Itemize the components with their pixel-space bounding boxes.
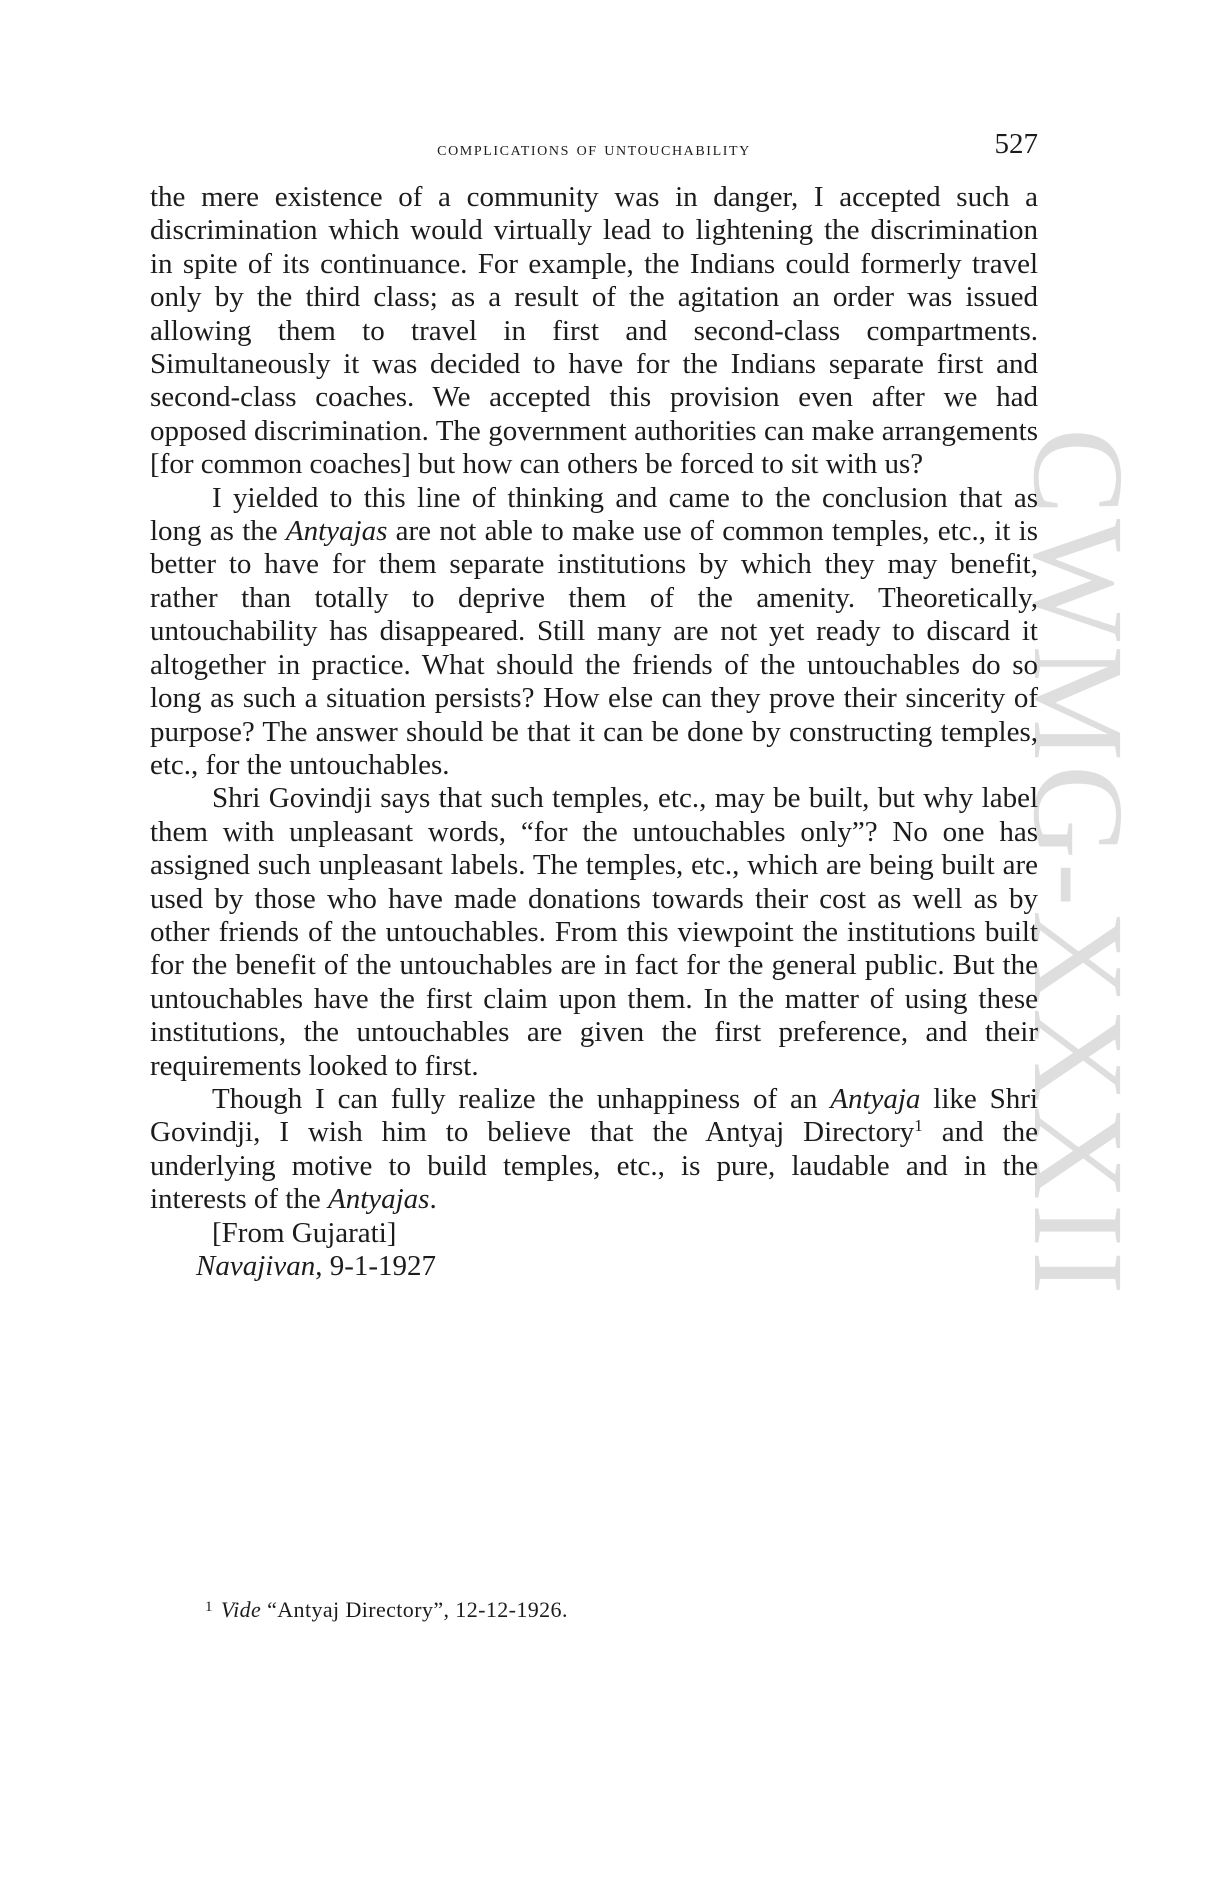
paragraph-4-text-a: Though I can fully realize the unhappiness of an — [212, 1082, 831, 1115]
page-number: 527 — [994, 128, 1038, 160]
footnote — [205, 1597, 568, 1623]
paragraph-3: Shri Govindji says that such temples, etc., may be built, but why label them with unpleasant words, “for the untouchables only”? No one has assigned such unpleasant labels. The temples, etc., which are being built are used by those who have made donations towards their cost as well as by other friends of the untouchables. From this viewpoint the institutions built for the benefit of the untouchables are in fact for the general public. But the untouchables have the first claim upon them. In the matter of using these institutions, the untouchables are given the first preference, and their requirements looked to first. — [150, 782, 1038, 1082]
paragraph-4-text-c: and the underlying motive to build temples, etc., is pure, laudable and in the interests of the — [150, 1116, 1038, 1216]
italic-antyajas-end: Antyajas — [327, 1183, 430, 1216]
body-text — [150, 181, 1038, 1283]
italic-antyajas: Antyajas — [285, 515, 388, 548]
citation — [150, 1250, 1038, 1283]
watermark: CWMG-XXXII — [1006, 428, 1150, 1299]
paragraph-4-text-d: . — [429, 1183, 437, 1216]
citation-date: , 9-1-1927 — [315, 1250, 437, 1282]
footnote-text: “Antyaj Directory”, 12-12-1926. — [261, 1597, 568, 1622]
italic-antyaja: Antyaja — [830, 1082, 921, 1115]
footnote-vide: Vide — [220, 1597, 262, 1622]
running-title: complications of untouchability — [437, 138, 751, 160]
paragraph-2-text-a: I yielded to this line of thinking and came to the conclusion that as long as the — [150, 481, 1038, 548]
running-header — [150, 128, 1038, 168]
source-note: [From Gujarati] — [212, 1216, 397, 1249]
paragraph-2 — [150, 482, 1038, 783]
citation-publication: Navajivan — [196, 1250, 316, 1282]
footnote-reference[interactable]: 1 — [914, 1116, 923, 1136]
paragraph-4-text-b: like Shri Govindji, I wish him to believe that the Antyaj Directory — [150, 1082, 1038, 1149]
paragraph-4 — [150, 1083, 1038, 1217]
paragraph-1: the mere existence of a community was in danger, I accepted such a discrimination which would virtually lead to lightening the discrimination in spite of its continuance. For example, the Indians could formerly travel only by the third class; as a result of the agitation an order was issued allowing them to travel in first and second-class compartments. Simultaneously it was decided to have for the Indians separate first and second-class coaches. We accepted this provision even after we had opposed discrimination. The government authorities can make arrangements [for common coaches] but how can others be forced to sit with us? — [150, 181, 1038, 481]
footnote-mark: 1 — [205, 1599, 213, 1615]
paragraph-2-text-b: are not able to make use of common temples, etc., it is better to have for them separate institutions by which they may benefit, rather than totally to deprive them of the amenity. Theoretically, untouchability has disappeared. Still many are not yet ready to discard it altogether in practice. What should the friends of the untouchables do so long as such a situation persists? How else can they prove their sincerity of purpose? The answer should be that it can be done by constructing temples, etc., for the untouchables. — [150, 515, 1038, 781]
